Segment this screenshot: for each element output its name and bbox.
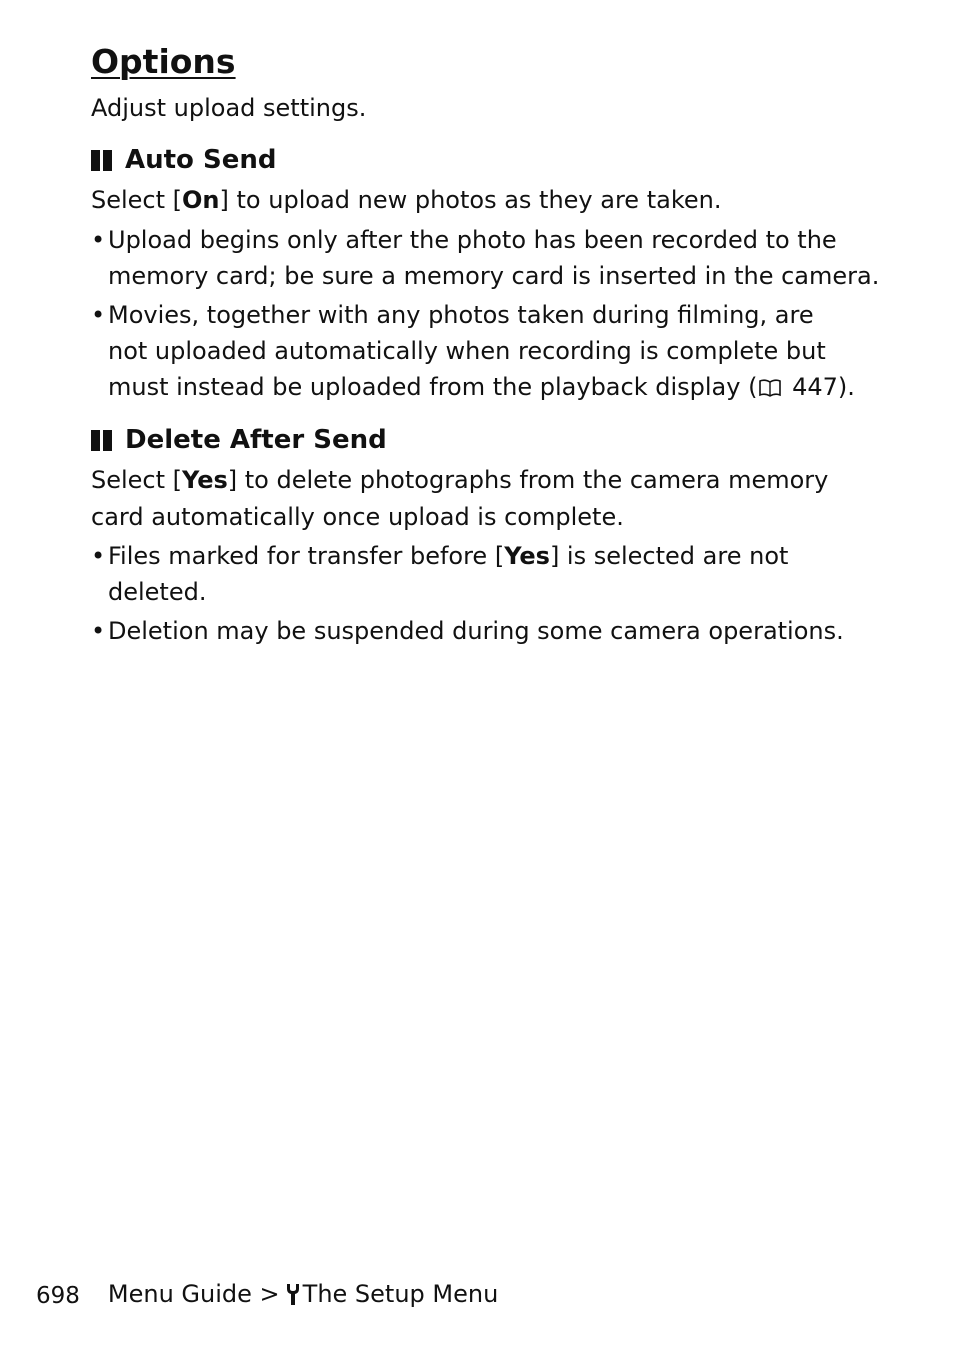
delete-after-send-heading xyxy=(91,422,871,458)
auto-send-section xyxy=(91,142,880,405)
delete-after-send-description: Select [Yes] to delete photographs from the camera memory card automatically once upload is complete. xyxy=(91,466,829,531)
page-number: 698 xyxy=(36,1283,80,1309)
bullet: • xyxy=(91,300,106,329)
bullet: • xyxy=(91,225,106,254)
option-on: On xyxy=(182,186,220,214)
section-marker-icon xyxy=(91,430,112,451)
page-footer xyxy=(36,1276,498,1312)
list-item: • Files marked for transfer before [Yes] is selected are not deleted. xyxy=(91,538,871,610)
wrench-icon xyxy=(286,1282,300,1306)
bullet: • xyxy=(91,542,106,570)
footer-guide-link[interactable]: Menu Guide > xyxy=(107,1280,280,1308)
page-reference[interactable]: 447 xyxy=(792,372,838,401)
auto-send-notes xyxy=(91,222,880,405)
auto-send-title: Auto Send xyxy=(125,145,277,175)
option-yes: Yes xyxy=(182,466,228,494)
auto-send-description: Select [On] to upload new photos as they are taken. xyxy=(91,186,722,214)
book-icon xyxy=(758,378,782,398)
footer-menu-link[interactable]: The Setup Menu xyxy=(302,1280,499,1308)
list-item: • Upload begins only after the photo has been recorded to the memory card; be sure a memory card is inserted in the camera. xyxy=(91,222,871,294)
bullet: • xyxy=(91,617,106,645)
delete-after-send-title: Delete After Send xyxy=(125,425,387,455)
intro-text: Adjust upload settings. xyxy=(91,94,367,122)
page-title: Options xyxy=(91,42,236,81)
list-item: • Deletion may be suspended during some camera operations. xyxy=(91,613,871,649)
option-yes: Yes xyxy=(504,542,550,570)
auto-send-heading xyxy=(91,142,871,178)
section-marker-icon xyxy=(91,150,112,171)
list-item: • Movies, together with any photos taken during filming, are not uploaded automatically when recording is complete but must instead be uploaded from the playback display ( 447). xyxy=(91,297,871,405)
delete-after-send-notes xyxy=(91,538,871,649)
delete-after-send-section xyxy=(91,422,871,649)
